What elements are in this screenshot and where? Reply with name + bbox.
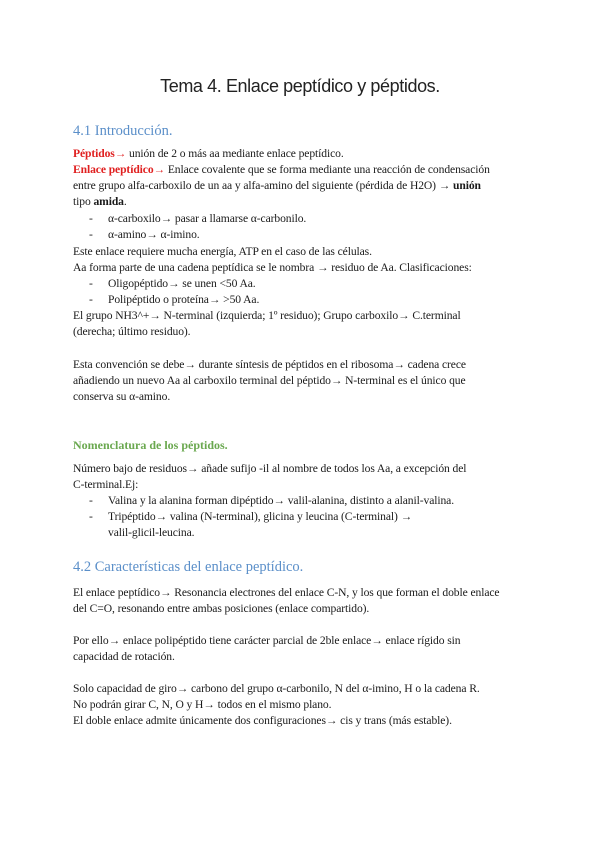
paragraph-line: El grupo NH3^+→ N-terminal (izquierda; 1º residuo); Grupo carboxilo→ C.terminal (73, 309, 461, 322)
list-item: Valina y la alanina forman dipéptido→ valil-alanina, distinto a alanil-valina. (108, 494, 455, 507)
paragraph-line: El enlace peptídico→ Resonancia electrones del enlace C-N, y los que forman el doble enlace (73, 586, 500, 599)
paragraph-line: añadiendo un nuevo Aa al carboxilo terminal del péptido→ N-terminal es el único que (73, 374, 466, 387)
list-item-continuation: valil-glicil-leucina. (108, 526, 195, 539)
section-heading-introduccion: 4.1 Introducción. (73, 123, 173, 139)
list-item: α-amino→ α-imino. (108, 228, 200, 241)
subsection-heading-nomenclatura: Nomenclatura de los péptidos. (73, 438, 228, 452)
bullet-marker: - (89, 212, 93, 225)
paragraph-line: capacidad de rotación. (73, 650, 175, 663)
paragraph-line: del C=O, resonando entre ambas posiciones (enlace compartido). (73, 602, 370, 615)
text: Enlace covalente que se forma mediante una reacción de condensación (165, 163, 490, 176)
paragraph-line (73, 194, 127, 210)
paragraph-line: Solo capacidad de giro→ carbono del grupo α-carbonilo, N del α-imino, H o la cadena R. (73, 682, 480, 695)
paragraph-line (73, 178, 481, 194)
paragraph-line: Número bajo de residuos→ añade sufijo -il al nombre de todos los Aa, a excepción del (73, 462, 467, 475)
text: entre grupo alfa-carboxilo de un aa y alfa-amino del siguiente (pérdida de H2O) → (73, 179, 454, 192)
paragraph-line: No podrán girar C, N, O y H→ todos en el mismo plano. (73, 698, 332, 711)
text: tipo (73, 195, 94, 208)
paragraph-line: Por ello→ enlace polipéptido tiene carácter parcial de 2ble enlace→ enlace rígido sin (73, 634, 461, 647)
section-heading-caracteristicas: 4.2 Características del enlace peptídico. (73, 559, 304, 575)
paragraph-line: Aa forma parte de una cadena peptídica se le nombra → residuo de Aa. Clasificaciones: (73, 261, 472, 274)
paragraph-peptidos (73, 146, 344, 162)
arrow: → (153, 163, 166, 176)
bullet-marker: - (89, 277, 93, 290)
bullet-marker: - (89, 494, 93, 507)
bold-text: unión (453, 179, 481, 192)
paragraph-line: Esta convención se debe→ durante síntesis de péptidos en el ribosoma→ cadena crece (73, 358, 466, 371)
bullet-marker: - (89, 510, 93, 523)
term-peptidos: Péptidos (73, 147, 115, 160)
paragraph-line: (derecha; último residuo). (73, 325, 191, 338)
paragraph-line: conserva su α-amino. (73, 390, 171, 403)
bullet-marker: - (89, 228, 93, 241)
paragraph-line: El doble enlace admite únicamente dos configuraciones→ cis y trans (más estable). (73, 714, 452, 727)
text: unión de 2 o más aa mediante enlace peptídico. (126, 147, 344, 160)
paragraph-enlace-peptidico (73, 162, 490, 178)
paragraph-line: Este enlace requiere mucha energía, ATP en el caso de las células. (73, 245, 372, 258)
list-item: Polipéptido o proteína→ >50 Aa. (108, 293, 260, 306)
paragraph-line: C-terminal.Ej: (73, 478, 139, 491)
bold-text: amida (93, 195, 124, 208)
list-item: Oligopéptido→ se unen <50 Aa. (108, 277, 256, 290)
list-item: Tripéptido→ valina (N-terminal), glicina y leucina (C-terminal) → (108, 510, 413, 523)
document-title: Tema 4. Enlace peptídico y péptidos. (160, 76, 440, 96)
bullet-marker: - (89, 293, 93, 306)
text: . (123, 195, 127, 208)
list-item: α-carboxilo→ pasar a llamarse α-carbonilo. (108, 212, 307, 225)
arrow: → (114, 147, 127, 160)
term-enlace-peptidico: Enlace peptídico (73, 163, 154, 176)
